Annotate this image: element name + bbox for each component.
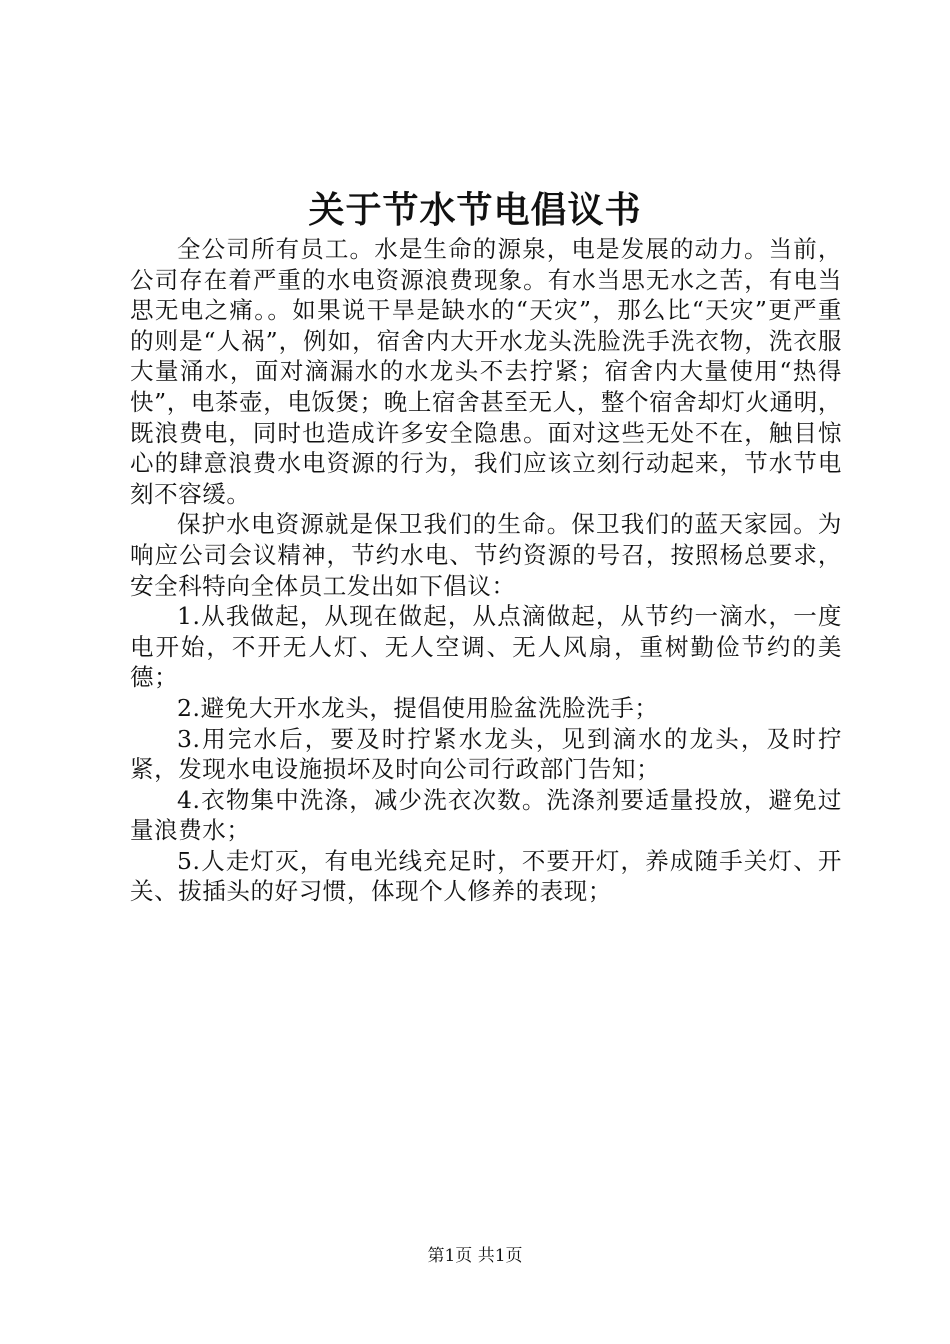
paragraph-intro: 全公司所有员工。水是生命的源泉，电是发展的动力。当前，公司存在着严重的水电资源浪费现象。有水当思无水之苦，有电当思无电之痛。。如果说干旱是缺水的“天灾”，那么比“天灾”更严重的则是“人祸”，例如，宿舍内大开水龙头洗脸洗手洗衣物，洗衣服大量涌水，面对滴漏水的水龙头不去拧紧；宿舍内大量使用“热得快”，电茶壶，电饭煲；晚上宿舍甚至无人，整个宿舍却灯火通明，既浪费电，同时也造成许多安全隐患。面对这些无处不在，触目惊心的肆意浪费水电资源的行为，我们应该立刻行动起来，节水节电刻不容缓。 — [130, 235, 842, 508]
proposal-item-1: 1.从我做起，从现在做起，从点滴做起，从节约一滴水，一度电开始，不开无人灯、无人空调、无人风扇，重树勤俭节约的美德； — [130, 602, 842, 692]
proposal-item-3: 3.用完水后，要及时拧紧水龙头，见到滴水的龙头，及时拧紧，发现水电设施损坏及时向公司行政部门告知； — [130, 724, 842, 784]
paragraph-appeal: 保护水电资源就是保卫我们的生命。保卫我们的蓝天家园。为响应公司会议精神，节约水电、节约资源的号召，按照杨总要求，安全科特向全体员工发出如下倡议： — [130, 510, 842, 600]
document-body — [130, 234, 842, 907]
proposal-item-5: 5.人走灯灭，有电光线充足时，不要开灯，养成随手关灯、开关、拔插头的好习惯，体现个人修养的表现； — [130, 846, 842, 906]
proposal-item-4: 4.衣物集中洗涤，减少洗衣次数。洗涤剂要适量投放，避免过量浪费水； — [130, 785, 842, 845]
page-number-footer: 第1页 共1页 — [427, 1246, 523, 1266]
document-title: 关于节水节电倡议书 — [308, 189, 642, 231]
proposal-item-2: 2.避免大开水龙头，提倡使用脸盆洗脸洗手； — [177, 693, 659, 722]
